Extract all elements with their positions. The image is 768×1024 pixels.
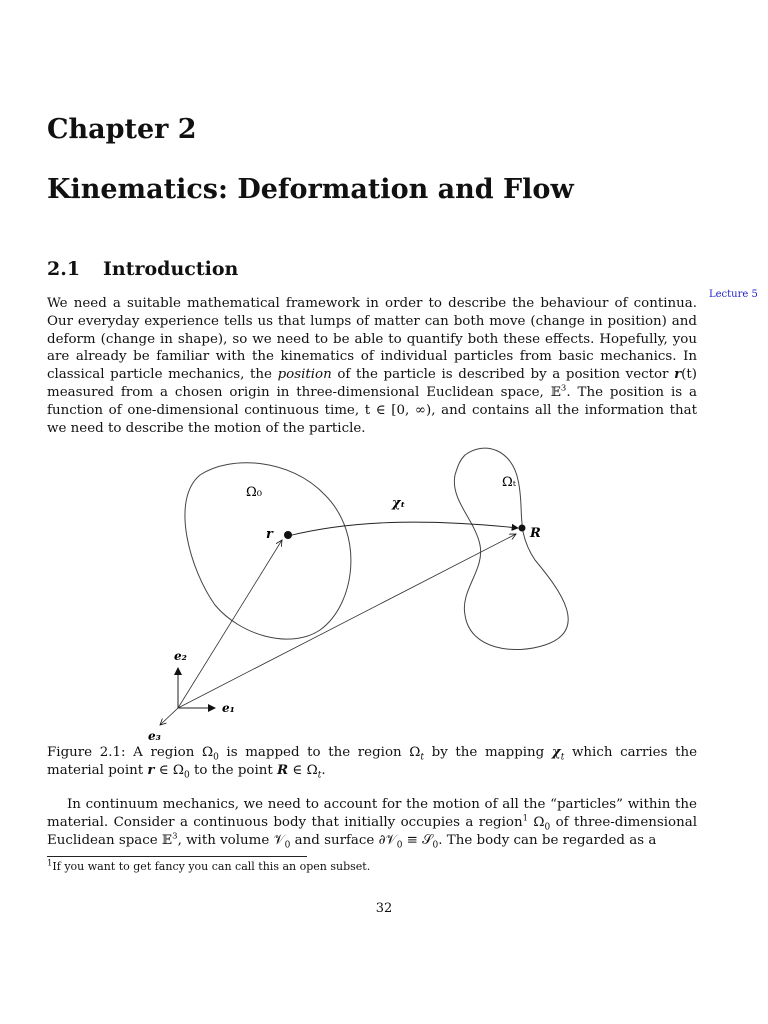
text-run: is mapped to the region Ω	[218, 745, 421, 760]
superscript: 3	[172, 831, 178, 842]
continuum-paragraph	[47, 796, 697, 849]
text-run: ∈ Ω	[154, 762, 184, 778]
subscript: t	[420, 752, 424, 763]
text-run: of three-dimensional Euclidean space 𝔼	[47, 814, 698, 848]
superscript: 3	[560, 383, 567, 394]
page-number: 32	[375, 901, 393, 916]
text-run: Figure 2.1: A region Ω	[47, 745, 214, 760]
subscript: t	[560, 752, 565, 763]
text-run: , with volume 𝒱	[177, 832, 285, 848]
figure-caption	[47, 744, 697, 780]
vector-r: r	[674, 366, 682, 383]
region-omega0-outline	[185, 463, 351, 639]
emphasis-position: position	[277, 367, 332, 383]
footnote-text: If you want to get fancy you can call this an open subset.	[52, 860, 371, 873]
text-run: .	[321, 762, 326, 778]
subscript: 0	[284, 840, 291, 851]
symbol-chi: χ	[551, 744, 561, 760]
text-run: . The position is a function of one-dimensional continuous time, t ∈ [0, ∞), and contains all the information that we need to describe the motion of the particle.	[47, 384, 698, 436]
section-number: 2.1	[47, 258, 81, 280]
subscript: 0	[213, 752, 219, 763]
intro-paragraph	[47, 295, 697, 437]
footnote-rule	[47, 856, 307, 857]
position-vector-r	[178, 540, 282, 708]
section-title: Introduction	[103, 258, 239, 280]
vector-R: R	[277, 761, 289, 778]
subscript: 0	[544, 822, 551, 833]
label-e3: e₃	[148, 729, 161, 740]
position-vector-R	[178, 534, 516, 708]
text-run: ∈ Ω	[288, 762, 318, 778]
label-r: r	[266, 527, 273, 542]
text-run: . The body can be regarded as a	[438, 832, 657, 848]
mapping-curve	[288, 522, 518, 536]
label-R: R	[530, 526, 541, 541]
figure-mapping-diagram	[140, 440, 600, 740]
subscript: 0	[183, 770, 190, 781]
chapter-number: Chapter 2	[47, 114, 197, 145]
subscript: 0	[432, 840, 439, 851]
subscript: 0	[396, 840, 403, 851]
text-run: and surface ∂𝒱	[290, 832, 397, 848]
label-e2: e₂	[174, 649, 187, 663]
label-chi: χₜ	[392, 496, 406, 511]
point-r	[284, 531, 292, 539]
chapter-title: Kinematics: Deformation and Flow	[47, 174, 574, 205]
text-run: ≡ 𝒮	[402, 832, 433, 848]
text-run: (t) measured from a chosen origin in three-dimensional Euclidean space, 𝔼	[47, 367, 697, 400]
section-heading	[47, 258, 238, 280]
label-e1: e₁	[222, 701, 235, 715]
text-run: to the point	[189, 762, 278, 778]
text-run: In continuum mechanics, we need to account for the motion of all the “particles” within the material. Consider a continuous body that initially occupies a region	[47, 797, 697, 830]
lecture-margin-link[interactable]: Lecture 5	[709, 289, 758, 300]
label-omega0: Ω₀	[246, 485, 262, 500]
text-run: of the particle is described by a position vector	[331, 367, 675, 383]
text-run: by the mapping	[424, 745, 552, 760]
footnote	[47, 860, 370, 873]
text-run: which carries the material point	[47, 745, 697, 778]
footnote-mark: 1	[47, 858, 53, 869]
vector-r: r	[147, 761, 155, 778]
label-omegat: Ωₜ	[502, 475, 516, 490]
text-run: Ω	[528, 814, 545, 830]
footnote-marker[interactable]: 1	[522, 813, 528, 824]
e3-axis	[160, 708, 178, 725]
subscript: t	[317, 770, 322, 781]
point-R	[519, 525, 526, 532]
text-run: We need a suitable mathematical framework in order to describe the behaviour of continua. Our everyday experience tells us that lumps of matter can both move (change in position) and deform (change in shape), so we need to be able to quantify both these effects. Hopefully, you are already be familiar with the kinematics of individual particles from basic mechanics. In classical particle mechanics, the	[47, 296, 697, 383]
